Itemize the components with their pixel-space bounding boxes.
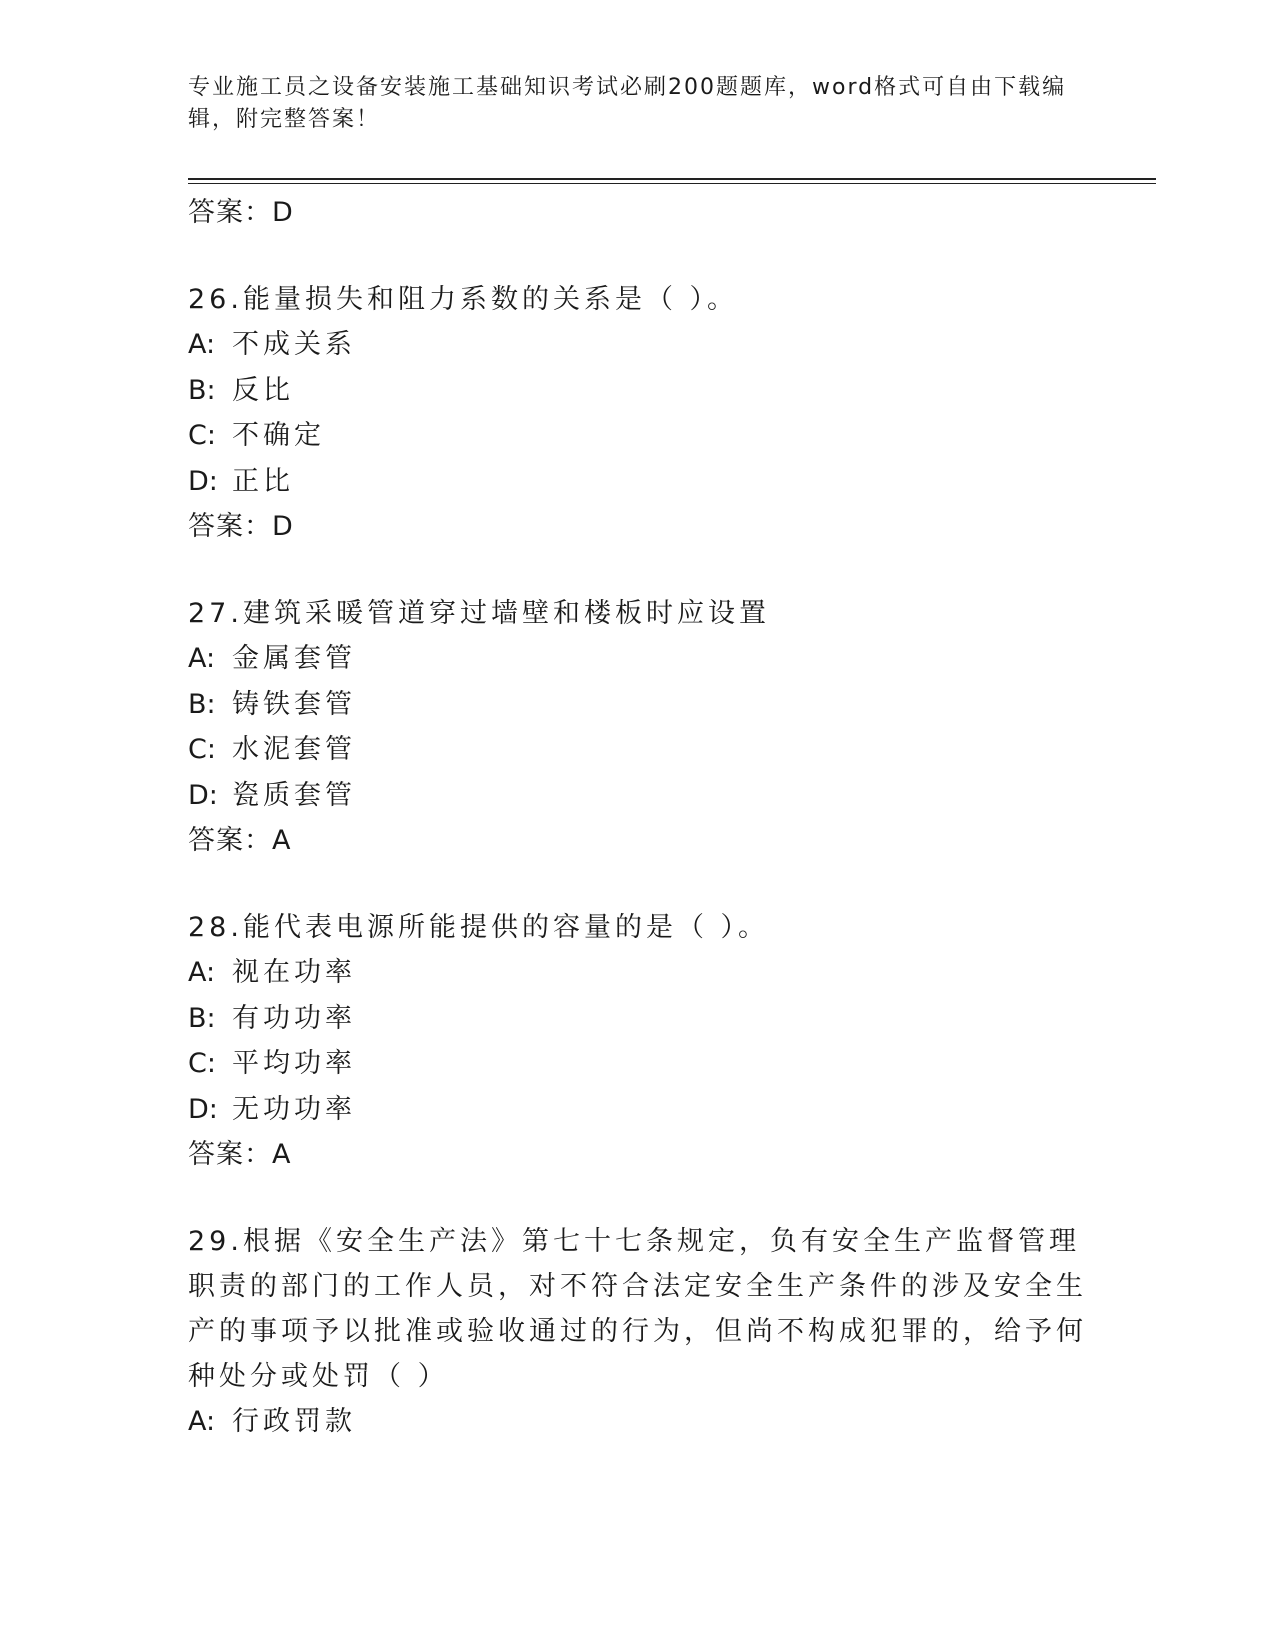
option-letter: D: xyxy=(188,465,218,497)
option-list xyxy=(188,1399,1158,1445)
option-text: 铸铁套管 xyxy=(232,688,356,720)
option-text: 视在功率 xyxy=(232,957,356,988)
question-stem: 26.能量损失和阻力系数的关系是（ ）。 xyxy=(188,284,739,315)
option-item xyxy=(188,996,1158,1042)
option-letter: C: xyxy=(188,420,216,451)
question-block xyxy=(188,905,1158,1177)
answer-line: 答案：D xyxy=(188,197,294,228)
option-text: 反比 xyxy=(232,374,294,406)
option-item xyxy=(188,682,1158,728)
option-letter: A: xyxy=(188,643,216,674)
option-text: 无功功率 xyxy=(232,1093,356,1125)
option-letter: A: xyxy=(188,1406,216,1437)
answer-line: 答案：A xyxy=(188,1139,292,1170)
option-letter: B: xyxy=(188,374,216,406)
answer-line: 答案：D xyxy=(188,511,294,542)
option-text: 平均功率 xyxy=(232,1048,356,1079)
document-page xyxy=(188,72,1158,1445)
option-text: 不确定 xyxy=(232,420,325,451)
question-stem: 28.能代表电源所能提供的容量的是（ ）。 xyxy=(188,912,770,943)
option-item xyxy=(188,950,1158,996)
question-block xyxy=(188,591,1158,863)
document-header-title: 专业施工员之设备安装施工基础知识考试必刷200题题库，word格式可自由下载编辑，附完整答案！ xyxy=(188,75,1067,132)
question-stem: 27.建筑采暖管道穿过墙壁和楼板时应设置 xyxy=(188,598,770,629)
option-letter: A: xyxy=(188,329,216,360)
answer-line: 答案：A xyxy=(188,825,292,856)
header-divider xyxy=(188,178,1156,184)
option-item xyxy=(188,459,1158,505)
option-letter: B: xyxy=(188,1002,216,1034)
question-block xyxy=(188,1219,1158,1445)
option-text: 瓷质套管 xyxy=(232,779,356,811)
option-letter: B: xyxy=(188,688,216,720)
option-text: 金属套管 xyxy=(232,643,356,674)
option-item xyxy=(188,773,1158,819)
option-item xyxy=(188,727,1158,773)
option-item xyxy=(188,1399,1158,1445)
option-list xyxy=(188,950,1158,1132)
option-letter: A: xyxy=(188,957,216,988)
option-letter: D: xyxy=(188,779,218,811)
option-letter: D: xyxy=(188,1093,218,1125)
option-text: 有功功率 xyxy=(232,1002,356,1034)
option-text: 正比 xyxy=(232,465,294,497)
option-item xyxy=(188,322,1158,368)
option-text: 水泥套管 xyxy=(232,734,356,765)
option-item xyxy=(188,1041,1158,1087)
option-text: 行政罚款 xyxy=(232,1406,356,1437)
option-list xyxy=(188,322,1158,504)
option-text: 不成关系 xyxy=(232,329,356,360)
option-item xyxy=(188,1087,1158,1133)
option-letter: C: xyxy=(188,734,216,765)
question-block xyxy=(188,277,1158,549)
question-stem: 29.根据《安全生产法》第七十七条规定，负有安全生产监督管理职责的部门的工作人员，对不符合法定安全生产条件的涉及安全生产的事项予以批准或验收通过的行为，但尚不构成犯罪的，给予何种处分或处罚（ ） xyxy=(188,1226,1087,1392)
option-item xyxy=(188,413,1158,459)
option-list xyxy=(188,636,1158,818)
option-item xyxy=(188,636,1158,682)
option-item xyxy=(188,368,1158,414)
option-letter: C: xyxy=(188,1048,216,1079)
